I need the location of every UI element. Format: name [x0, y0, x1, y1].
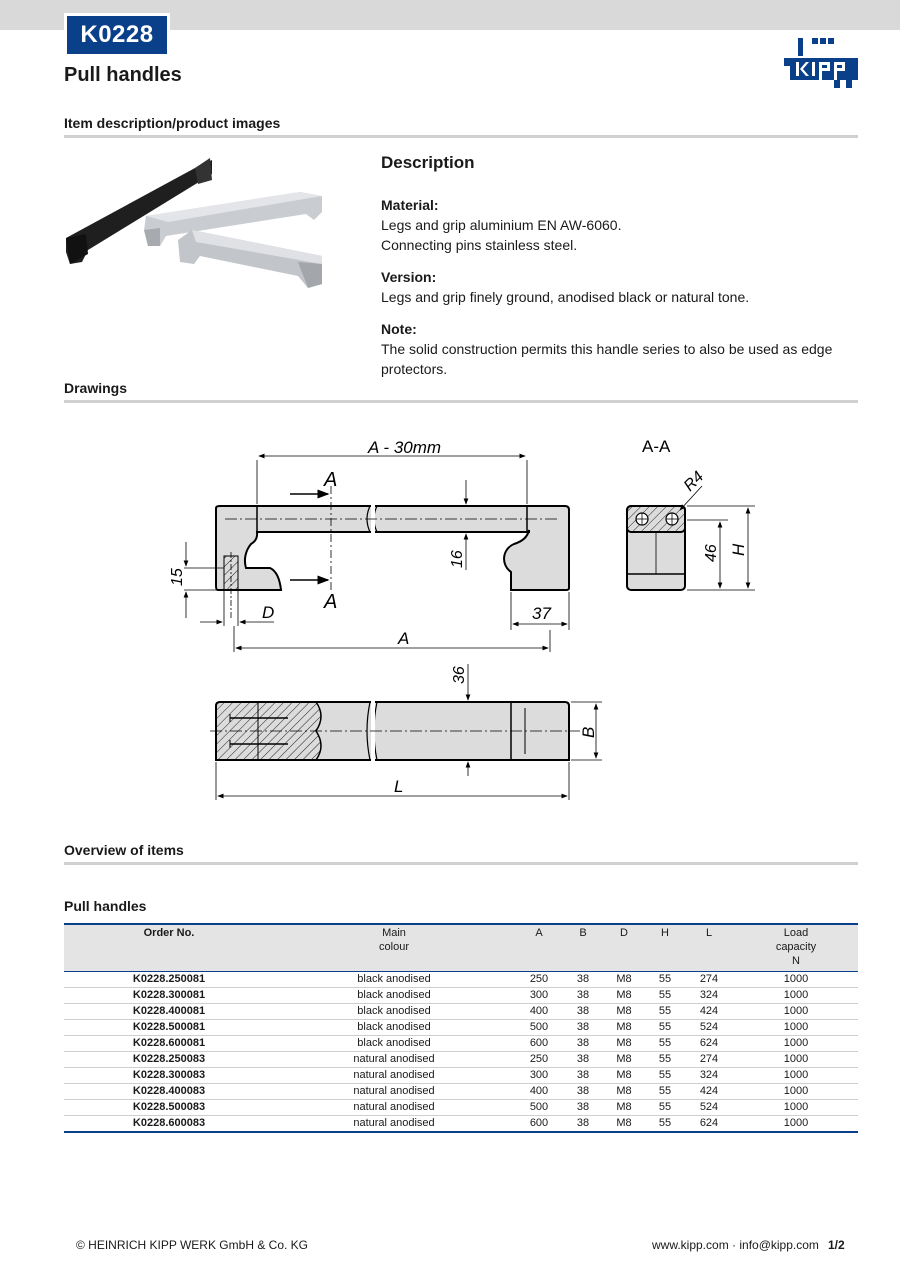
technical-drawing	[150, 420, 770, 815]
table-title: Pull handles	[64, 898, 147, 914]
section-label-top: A	[324, 469, 338, 491]
material-line-2: Connecting pins stainless steel.	[381, 237, 578, 253]
version-label: Version:	[381, 269, 437, 285]
table-row: K0228.500081 black anodised 500 38 M8 55 524 1000	[64, 1020, 858, 1036]
dim-37: 37	[532, 604, 551, 623]
section-divider	[64, 862, 858, 865]
dim-d: D	[262, 603, 275, 622]
dim-15: 15	[169, 568, 186, 586]
col-l: L	[684, 924, 734, 972]
table-row: K0228.250081 black anodised 250 38 M8 55 274 1000	[64, 972, 858, 988]
footer-contact: www.kipp.com · info@kipp.com	[652, 1238, 819, 1252]
product-image	[60, 150, 330, 295]
version-block	[381, 267, 861, 307]
col-order-no: Order No.	[64, 924, 274, 972]
col-h: H	[646, 924, 684, 972]
table-row: K0228.600083 natural anodised 600 38 M8 55 624 1000	[64, 1116, 858, 1133]
table-header-row	[64, 924, 858, 972]
note-label: Note:	[381, 321, 417, 337]
dim-16: 16	[449, 550, 466, 568]
section-heading-drawings: Drawings	[64, 380, 128, 396]
section-heading-overview: Overview of items	[64, 842, 184, 858]
version-text: Legs and grip finely ground, anodised black or natural tone.	[381, 289, 750, 305]
dim-a: A	[398, 629, 410, 648]
section-title-aa: A-A	[642, 437, 671, 456]
description-block	[381, 153, 861, 391]
col-a: A	[514, 924, 564, 972]
material-block	[381, 195, 861, 255]
section-heading-item-description: Item description/product images	[64, 115, 281, 131]
page-number: 1/2	[828, 1238, 845, 1252]
kipp-logo	[782, 36, 860, 92]
handle-front-view	[216, 506, 569, 590]
col-load-capacity: Load capacity N	[734, 924, 858, 972]
dim-r4: R4	[680, 468, 708, 495]
description-heading: Description	[381, 153, 475, 172]
table-row: K0228.300081 black anodised 300 38 M8 55 324 1000	[64, 988, 858, 1004]
dim-46: 46	[703, 544, 720, 562]
table-row: K0228.500083 natural anodised 500 38 M8 55 524 1000	[64, 1100, 858, 1116]
col-b: B	[564, 924, 602, 972]
items-table	[64, 923, 858, 1133]
product-code: K0228	[67, 16, 167, 54]
dim-36: 36	[451, 666, 468, 684]
section-label-bottom: A	[324, 591, 338, 613]
table-row: K0228.400083 natural anodised 400 38 M8 55 424 1000	[64, 1084, 858, 1100]
material-label: Material:	[381, 197, 439, 213]
dim-a-minus-30: A - 30mm	[368, 438, 442, 457]
footer-copyright: © HEINRICH KIPP WERK GmbH & Co. KG	[76, 1238, 308, 1252]
note-text: The solid construction permits this handle series to also be used as edge protectors.	[381, 341, 833, 377]
material-line-1: Legs and grip aluminium EN AW-6060.	[381, 217, 622, 233]
dim-b: B	[579, 726, 598, 738]
table-row: K0228.300083 natural anodised 300 38 M8 55 324 1000	[64, 1068, 858, 1084]
col-d: D	[602, 924, 646, 972]
section-divider	[64, 400, 858, 403]
dim-h: H	[729, 543, 748, 556]
product-code-badge	[64, 13, 170, 57]
table-row: K0228.600081 black anodised 600 38 M8 55 624 1000	[64, 1036, 858, 1052]
section-divider	[64, 135, 858, 138]
dim-l: L	[394, 777, 404, 796]
note-block	[381, 319, 861, 379]
table-row: K0228.250083 natural anodised 250 38 M8 55 274 1000	[64, 1052, 858, 1068]
col-main-colour: Main colour	[274, 924, 514, 972]
page-title: Pull handles	[64, 64, 182, 86]
table-row: K0228.400081 black anodised 400 38 M8 55 424 1000	[64, 1004, 858, 1020]
